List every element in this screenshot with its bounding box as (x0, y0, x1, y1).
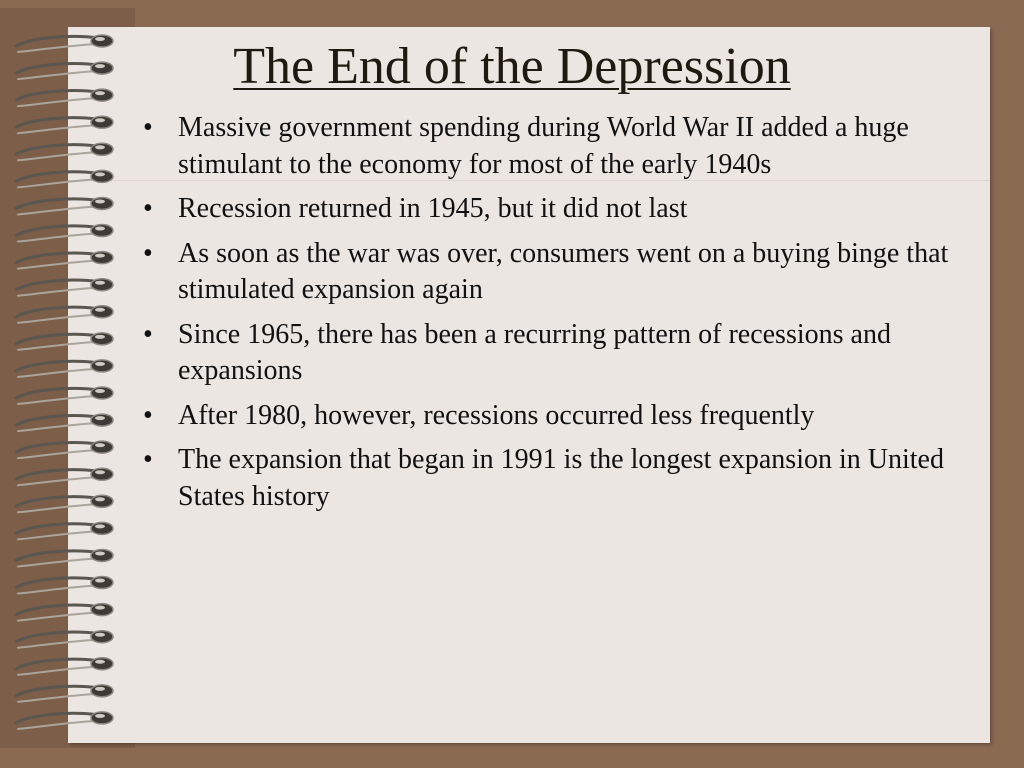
spiral-coil-icon (16, 170, 113, 187)
bullet-dot-icon: • (143, 444, 153, 475)
spiral-coil-icon (16, 306, 113, 323)
bullet-text: The expansion that began in 1991 is the longest expansion in United States history (178, 444, 944, 512)
bullet-text: As soon as the war was over, consumers went on a buying binge that stimulated expansion again (178, 237, 949, 305)
spiral-coil-icon (16, 143, 113, 160)
bullet-text: Recession returned in 1945, but it did not last (178, 193, 688, 224)
bullet-text: After 1980, however, recessions occurred less frequently (178, 399, 815, 431)
spiral-coil-icon (16, 604, 113, 621)
spiral-coil-icon (16, 333, 113, 350)
bullet-item (140, 110, 970, 183)
bullet-item (140, 191, 970, 228)
bullet-item (140, 442, 970, 515)
spiral-coil-icon (16, 549, 113, 566)
bullet-item (140, 398, 970, 435)
bullet-dot-icon: • (143, 193, 153, 224)
spiral-coil-icon (16, 197, 113, 214)
bullet-item (140, 236, 970, 309)
spiral-coil-icon (16, 522, 113, 539)
spiral-coil-icon (16, 631, 113, 648)
bullet-dot-icon: • (143, 399, 153, 431)
spiral-coil-icon (16, 279, 113, 296)
bullet-text: Massive government spending during World War II added a huge stimulant to the economy for most of the early 1940s (178, 112, 909, 180)
bullet-text: Since 1965, there has been a recurring pattern of recessions and expansions (178, 318, 891, 386)
spiral-coil-icon (16, 658, 113, 675)
spiral-coil-icon (16, 414, 113, 431)
spiral-coil-icon (16, 225, 113, 242)
spiral-coil-icon (16, 441, 113, 458)
spiral-coil-icon (16, 360, 113, 377)
spiral-coil-icon (16, 252, 113, 269)
spiral-coil-icon (16, 116, 113, 133)
spiral-coil-icon (16, 387, 113, 404)
spiral-binding (10, 28, 120, 740)
spiral-coil-icon (16, 495, 113, 512)
bullet-dot-icon: • (143, 237, 153, 269)
bullet-dot-icon: • (143, 318, 153, 350)
slide-title (0, 36, 1024, 98)
spiral-coil-icon (16, 468, 113, 485)
spiral-coil-icon (16, 577, 113, 594)
bullet-dot-icon: • (143, 112, 153, 143)
spiral-coil-icon (16, 685, 113, 702)
bullet-list (140, 110, 970, 523)
bullet-item (140, 317, 970, 390)
slide-title-text: The End of the Depression (233, 38, 791, 95)
spiral-coil-icon (16, 712, 113, 729)
